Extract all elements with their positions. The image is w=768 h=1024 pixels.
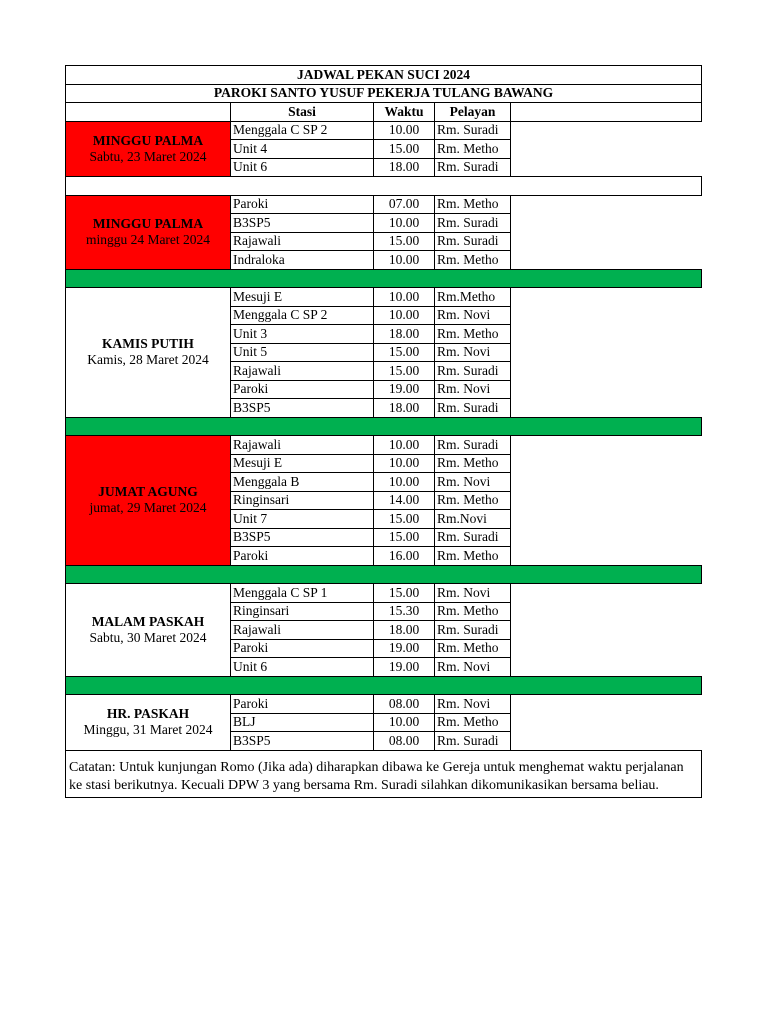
day-date: Sabtu, 23 Maret 2024 xyxy=(89,148,207,164)
separator-cell xyxy=(66,565,702,584)
waktu-cell: 10.00 xyxy=(374,121,435,140)
pelayan-cell: Rm. Novi xyxy=(435,380,511,399)
extra-cell xyxy=(511,158,702,177)
stasi-cell: Mesuji E xyxy=(231,288,374,307)
separator-cell xyxy=(66,177,702,196)
waktu-cell: 15.00 xyxy=(374,362,435,381)
pelayan-cell: Rm. Novi xyxy=(435,473,511,492)
extra-cell xyxy=(511,140,702,159)
extra-cell xyxy=(511,399,702,418)
stasi-cell: Paroki xyxy=(231,639,374,658)
schedule-row xyxy=(66,121,702,140)
stasi-cell: Unit 3 xyxy=(231,325,374,344)
header-pelayan: Pelayan xyxy=(435,103,511,122)
extra-cell xyxy=(511,639,702,658)
stasi-cell: Menggala C SP 2 xyxy=(231,121,374,140)
day-name: HR. PASKAH xyxy=(106,706,190,722)
pelayan-cell: Rm. Suradi xyxy=(435,621,511,640)
extra-cell xyxy=(511,547,702,566)
stasi-cell: Rajawali xyxy=(231,232,374,251)
waktu-cell: 18.00 xyxy=(374,621,435,640)
schedule-row xyxy=(66,288,702,307)
waktu-cell: 10.00 xyxy=(374,436,435,455)
extra-cell xyxy=(511,510,702,529)
stasi-cell: Rajawali xyxy=(231,621,374,640)
parish-name: PAROKI SANTO YUSUF PEKERJA TULANG BAWANG xyxy=(66,84,702,103)
extra-cell xyxy=(511,528,702,547)
waktu-cell: 14.00 xyxy=(374,491,435,510)
day-date: Minggu, 31 Maret 2024 xyxy=(83,722,213,738)
waktu-cell: 19.00 xyxy=(374,639,435,658)
subtitle-row xyxy=(66,84,702,103)
header-waktu: Waktu xyxy=(374,103,435,122)
stasi-cell: Paroki xyxy=(231,547,374,566)
day-name: MINGGU PALMA xyxy=(92,216,204,231)
day-cell xyxy=(66,121,231,177)
waktu-cell: 18.00 xyxy=(374,325,435,344)
extra-cell xyxy=(511,602,702,621)
extra-cell xyxy=(511,325,702,344)
note-text: Catatan: Untuk kunjungan Romo (Jika ada) diharapkan dibawa ke Gereja untuk menghemat waktu perjalanan ke stasi berikutnya. Kecuali DPW 3 yang bersama Rm. Suradi silahkan dikomunikasikan bersama beliau. xyxy=(66,750,702,797)
extra-cell xyxy=(511,491,702,510)
schedule-title: JADWAL PEKAN SUCI 2024 xyxy=(66,66,702,85)
pelayan-cell: Rm. Metho xyxy=(435,251,511,270)
waktu-cell: 10.00 xyxy=(374,473,435,492)
stasi-cell: B3SP5 xyxy=(231,732,374,751)
day-cell xyxy=(66,195,231,269)
waktu-cell: 19.00 xyxy=(374,380,435,399)
schedule-row xyxy=(66,195,702,214)
separator-cell xyxy=(66,417,702,436)
extra-cell xyxy=(511,362,702,381)
day-cell xyxy=(66,288,231,418)
waktu-cell: 08.00 xyxy=(374,695,435,714)
waktu-cell: 15.00 xyxy=(374,528,435,547)
header-row xyxy=(66,103,702,122)
green-separator-row xyxy=(66,565,702,584)
stasi-cell: Rajawali xyxy=(231,436,374,455)
pelayan-cell: Rm. Metho xyxy=(435,602,511,621)
stasi-cell: Ringinsari xyxy=(231,602,374,621)
pelayan-cell: Rm. Suradi xyxy=(435,732,511,751)
pelayan-cell: Rm. Suradi xyxy=(435,158,511,177)
stasi-cell: Menggala C SP 1 xyxy=(231,584,374,603)
waktu-cell: 07.00 xyxy=(374,195,435,214)
extra-cell xyxy=(511,436,702,455)
day-cell xyxy=(66,436,231,566)
waktu-cell: 15.00 xyxy=(374,584,435,603)
header-empty xyxy=(66,103,231,122)
waktu-cell: 15.30 xyxy=(374,602,435,621)
day-date: minggu 24 Maret 2024 xyxy=(85,232,211,247)
stasi-cell: Paroki xyxy=(231,695,374,714)
header-stasi: Stasi xyxy=(231,103,374,122)
schedule-row xyxy=(66,695,702,714)
day-name: MINGGU PALMA xyxy=(92,132,204,148)
extra-cell xyxy=(511,621,702,640)
pelayan-cell: Rm.Metho xyxy=(435,288,511,307)
day-date: jumat, 29 Maret 2024 xyxy=(89,500,207,516)
day-cell xyxy=(66,695,231,751)
stasi-cell: Unit 6 xyxy=(231,158,374,177)
green-separator-row xyxy=(66,417,702,436)
waktu-cell: 10.00 xyxy=(374,214,435,233)
extra-cell xyxy=(511,214,702,233)
pelayan-cell: Rm. Metho xyxy=(435,454,511,473)
stasi-cell: Unit 6 xyxy=(231,658,374,677)
stasi-cell: Unit 5 xyxy=(231,343,374,362)
waktu-cell: 18.00 xyxy=(374,158,435,177)
stasi-cell: B3SP5 xyxy=(231,399,374,418)
stasi-cell: Ringinsari xyxy=(231,491,374,510)
day-cell xyxy=(66,584,231,677)
blank-separator-row xyxy=(66,177,702,196)
pelayan-cell: Rm. Suradi xyxy=(435,214,511,233)
extra-cell xyxy=(511,380,702,399)
stasi-cell: Unit 7 xyxy=(231,510,374,529)
waktu-cell: 10.00 xyxy=(374,306,435,325)
extra-cell xyxy=(511,713,702,732)
extra-cell xyxy=(511,288,702,307)
extra-cell xyxy=(511,251,702,270)
pelayan-cell: Rm. Metho xyxy=(435,547,511,566)
separator-cell xyxy=(66,676,702,695)
waktu-cell: 10.00 xyxy=(374,454,435,473)
day-date: Kamis, 28 Maret 2024 xyxy=(87,352,209,368)
extra-cell xyxy=(511,232,702,251)
waktu-cell: 15.00 xyxy=(374,343,435,362)
pelayan-cell: Rm. Novi xyxy=(435,306,511,325)
stasi-cell: Indraloka xyxy=(231,251,374,270)
pelayan-cell: Rm. Suradi xyxy=(435,399,511,418)
stasi-cell: BLJ xyxy=(231,713,374,732)
stasi-cell: B3SP5 xyxy=(231,214,374,233)
pelayan-cell: Rm. Suradi xyxy=(435,362,511,381)
extra-cell xyxy=(511,695,702,714)
extra-cell xyxy=(511,584,702,603)
waktu-cell: 15.00 xyxy=(374,232,435,251)
waktu-cell: 15.00 xyxy=(374,140,435,159)
green-separator-row xyxy=(66,269,702,288)
waktu-cell: 18.00 xyxy=(374,399,435,418)
pelayan-cell: Rm. Novi xyxy=(435,584,511,603)
waktu-cell: 16.00 xyxy=(374,547,435,566)
extra-cell xyxy=(511,195,702,214)
green-separator-row xyxy=(66,676,702,695)
waktu-cell: 10.00 xyxy=(374,713,435,732)
waktu-cell: 15.00 xyxy=(374,510,435,529)
stasi-cell: Unit 4 xyxy=(231,140,374,159)
day-name: KAMIS PUTIH xyxy=(102,336,194,352)
extra-cell xyxy=(511,658,702,677)
pelayan-cell: Rm. Novi xyxy=(435,658,511,677)
stasi-cell: Menggala C SP 2 xyxy=(231,306,374,325)
pelayan-cell: Rm. Metho xyxy=(435,491,511,510)
extra-cell xyxy=(511,473,702,492)
pelayan-cell: Rm. Novi xyxy=(435,343,511,362)
schedule-row xyxy=(66,436,702,455)
waktu-cell: 10.00 xyxy=(374,251,435,270)
extra-cell xyxy=(511,306,702,325)
stasi-cell: Menggala B xyxy=(231,473,374,492)
note-row xyxy=(66,750,702,797)
schedule-table xyxy=(65,65,702,798)
pelayan-cell: Rm. Metho xyxy=(435,325,511,344)
schedule-row xyxy=(66,584,702,603)
extra-cell xyxy=(511,121,702,140)
stasi-cell: Rajawali xyxy=(231,362,374,381)
pelayan-cell: Rm. Suradi xyxy=(435,232,511,251)
separator-cell xyxy=(66,269,702,288)
pelayan-cell: Rm. Novi xyxy=(435,695,511,714)
day-name: MALAM PASKAH xyxy=(91,613,205,629)
extra-cell xyxy=(511,343,702,362)
pelayan-cell: Rm.Novi xyxy=(435,510,511,529)
pelayan-cell: Rm. Suradi xyxy=(435,528,511,547)
pelayan-cell: Rm. Metho xyxy=(435,140,511,159)
stasi-cell: B3SP5 xyxy=(231,528,374,547)
pelayan-cell: Rm. Suradi xyxy=(435,121,511,140)
title-row xyxy=(66,66,702,85)
stasi-cell: Paroki xyxy=(231,195,374,214)
stasi-cell: Mesuji E xyxy=(231,454,374,473)
day-name: JUMAT AGUNG xyxy=(98,484,198,500)
stasi-cell: Paroki xyxy=(231,380,374,399)
pelayan-cell: Rm. Metho xyxy=(435,195,511,214)
day-date: Sabtu, 30 Maret 2024 xyxy=(89,629,207,645)
waktu-cell: 10.00 xyxy=(374,288,435,307)
pelayan-cell: Rm. Metho xyxy=(435,713,511,732)
pelayan-cell: Rm. Metho xyxy=(435,639,511,658)
header-extra xyxy=(511,103,702,122)
waktu-cell: 08.00 xyxy=(374,732,435,751)
extra-cell xyxy=(511,454,702,473)
pelayan-cell: Rm. Suradi xyxy=(435,436,511,455)
extra-cell xyxy=(511,732,702,751)
waktu-cell: 19.00 xyxy=(374,658,435,677)
